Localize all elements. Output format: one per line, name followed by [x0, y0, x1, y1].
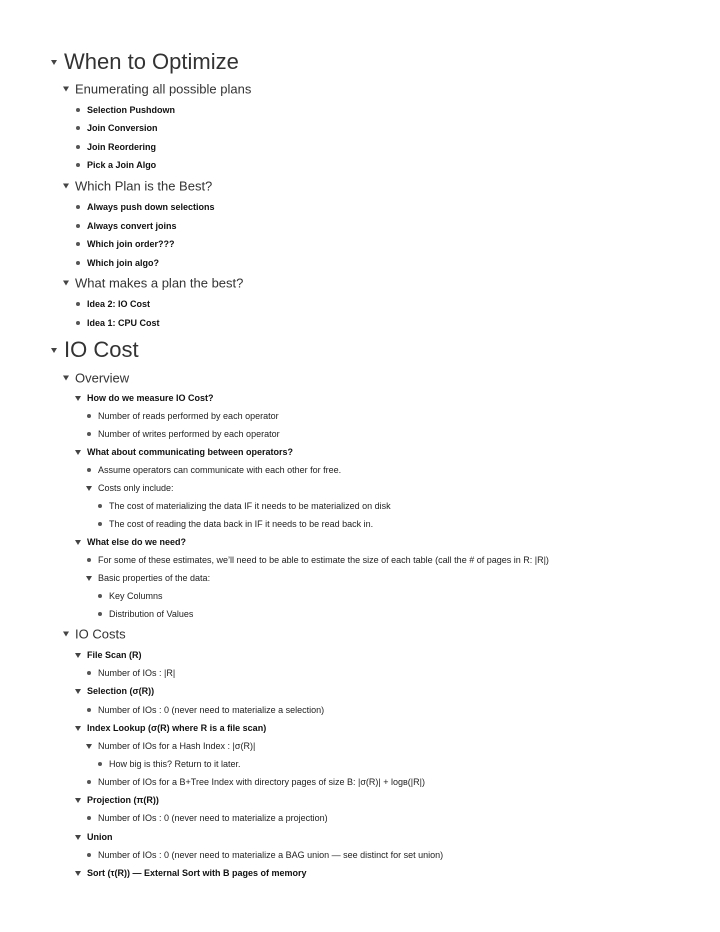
- outline-row-text: Join Reordering: [87, 142, 157, 152]
- outline-row-number-of-writes-performed-by-each-opera[interactable]: [85, 429, 280, 439]
- outline-row-number-of-ios-for-a-b-tree-index-with-di[interactable]: [85, 777, 425, 787]
- outline-row-number-of-ios-0-never-need-to-materializ[interactable]: [85, 850, 443, 860]
- outline-row-text: How big is this? Return to it later.: [109, 759, 241, 769]
- outline-row-text: Enumerating all possible plans: [75, 81, 252, 97]
- bullet-dot-icon: [85, 558, 93, 562]
- outline-row-number-of-ios-r[interactable]: [85, 668, 175, 678]
- outline-row-text: Assume operators can communicate with each other for free.: [98, 465, 342, 475]
- outline-row-pick-a-join-algo[interactable]: [74, 160, 156, 170]
- outline-row-text: File Scan (R): [87, 650, 142, 660]
- outline-row-text: Basic properties of the data:: [98, 573, 211, 583]
- outline-row-assume-operators-can-communicate-with-ea[interactable]: [85, 465, 341, 475]
- disclosure-triangle-icon[interactable]: [74, 689, 82, 694]
- bullet-dot-icon: [96, 594, 104, 598]
- outline-row-join-reordering[interactable]: [74, 142, 156, 152]
- outline-row-text: How do we measure IO Cost?: [87, 393, 214, 403]
- bullet-dot-icon: [74, 321, 82, 325]
- bullet-dot-icon: [85, 816, 93, 820]
- outline-row-text: Key Columns: [109, 591, 163, 601]
- outline-row-text: Costs only include:: [98, 483, 174, 493]
- outline-row-text: Join Conversion: [87, 123, 158, 133]
- outline-row-text: IO Costs: [75, 626, 126, 642]
- disclosure-triangle-icon[interactable]: [85, 744, 93, 749]
- outline-row-sort-r-external-sort-with-b-pages-of-mem[interactable]: [74, 868, 307, 878]
- bullet-dot-icon: [74, 205, 82, 209]
- outline-row-text: Always convert joins: [87, 221, 177, 231]
- disclosure-triangle-icon[interactable]: [85, 486, 93, 491]
- bullet-dot-icon: [74, 242, 82, 246]
- outline-row-text: Number of IOs for a Hash Index : |σ(R)|: [98, 741, 256, 751]
- disclosure-triangle-icon[interactable]: [74, 835, 82, 840]
- outline-row-always-convert-joins[interactable]: [74, 221, 177, 231]
- outline-row-text: Overview: [75, 370, 130, 386]
- bullet-dot-icon: [96, 504, 104, 508]
- outline-row-the-cost-of-materializing-the-data-if-it[interactable]: [96, 501, 391, 511]
- outline-row-io-costs[interactable]: [62, 627, 126, 642]
- outline-row-text: Number of reads performed by each operator: [98, 411, 279, 421]
- outline-row-selection-pushdown[interactable]: [74, 105, 175, 115]
- bullet-dot-icon: [96, 522, 104, 526]
- disclosure-triangle-icon[interactable]: [85, 576, 93, 581]
- bullet-dot-icon: [74, 126, 82, 130]
- bullet-dot-icon: [85, 780, 93, 784]
- outline-row-text: Union: [87, 832, 113, 842]
- outline-row-text: Selection (σ(R)): [87, 686, 155, 696]
- outline-row-text: Sort (τ(R)) — External Sort with B pages of memory: [87, 868, 307, 878]
- disclosure-triangle-icon[interactable]: [74, 653, 82, 658]
- outline-row-text: What else do we need?: [87, 537, 187, 547]
- outline-row-what-about-communicating-between-operato[interactable]: [74, 447, 293, 457]
- bullet-dot-icon: [74, 108, 82, 112]
- bullet-dot-icon: [85, 414, 93, 418]
- outline-row-index-lookup-r-where-r-is-a-file-scan[interactable]: [74, 723, 266, 733]
- bullet-dot-icon: [74, 302, 82, 306]
- outline-row-text: Number of IOs for a B+Tree Index with directory pages of size B: |σ(R)| + logʙ(|R|): [98, 777, 425, 787]
- bullet-dot-icon: [74, 261, 82, 265]
- outline-row-costs-only-include[interactable]: [85, 483, 174, 493]
- outline-row-text: Selection Pushdown: [87, 105, 176, 115]
- outline-row-for-some-of-these-estimates-we-ll-need-t[interactable]: [85, 555, 549, 565]
- disclosure-triangle-icon[interactable]: [62, 184, 70, 189]
- outline-row-text: For some of these estimates, we’ll need to be able to estimate the size of each table (call the # of pages in R: |R|): [98, 555, 549, 565]
- outline-row-text: Number of IOs : 0 (never need to materialize a selection): [98, 705, 325, 715]
- outline-row-text: The cost of materializing the data IF it needs to be materialized on disk: [109, 501, 391, 511]
- outline-row-text: Distribution of Values: [109, 609, 194, 619]
- outline-row-what-else-do-we-need[interactable]: [74, 537, 186, 547]
- outline-row-text: Number of writes performed by each operator: [98, 429, 280, 439]
- outline-row-text: Idea 2: IO Cost: [87, 299, 151, 309]
- outline-row-text: Which join order???: [87, 239, 175, 249]
- disclosure-triangle-icon[interactable]: [74, 450, 82, 455]
- outline-row-what-makes-a-plan-the-best[interactable]: [62, 276, 243, 291]
- outline-row-which-join-algo[interactable]: [74, 258, 159, 268]
- outline-row-text: Pick a Join Algo: [87, 160, 157, 170]
- outline-row-text: Which join algo?: [87, 258, 159, 268]
- outline-row-text: Number of IOs : |R|: [98, 668, 176, 678]
- outline-row-text: What about communicating between operators?: [87, 447, 294, 457]
- outline-row-key-columns[interactable]: [96, 591, 163, 601]
- disclosure-triangle-icon[interactable]: [50, 348, 58, 353]
- outline-row-text: The cost of reading the data back in IF it needs to be read back in.: [109, 519, 374, 529]
- outline-row-text: Always push down selections: [87, 202, 215, 212]
- disclosure-triangle-icon[interactable]: [62, 87, 70, 92]
- outline-row-the-cost-of-reading-the-data-back-in-if-[interactable]: [96, 519, 373, 529]
- outline-row-union[interactable]: [74, 832, 113, 842]
- bullet-dot-icon: [96, 762, 104, 766]
- outline-row-text: When to Optimize: [64, 49, 239, 74]
- outline-row-number-of-reads-performed-by-each-operat[interactable]: [85, 411, 279, 421]
- bullet-dot-icon: [85, 432, 93, 436]
- outline-row-join-conversion[interactable]: [74, 123, 158, 133]
- bullet-dot-icon: [85, 468, 93, 472]
- outline-row-distribution-of-values[interactable]: [96, 609, 193, 619]
- outline-row-text: What makes a plan the best?: [75, 275, 244, 291]
- outline-row-which-join-order[interactable]: [74, 239, 175, 249]
- outline-row-projection-r[interactable]: [74, 795, 159, 805]
- outline-row-how-do-we-measure-io-cost[interactable]: [74, 393, 214, 403]
- bullet-dot-icon: [85, 671, 93, 675]
- bullet-dot-icon: [74, 145, 82, 149]
- disclosure-triangle-icon[interactable]: [74, 798, 82, 803]
- disclosure-triangle-icon[interactable]: [74, 540, 82, 545]
- outline-row-selection-r[interactable]: [74, 686, 154, 696]
- outline-row-io-cost[interactable]: [50, 337, 139, 363]
- disclosure-triangle-icon[interactable]: [74, 396, 82, 401]
- outline-row-number-of-ios-0-never-need-to-materializ[interactable]: [85, 813, 328, 823]
- disclosure-triangle-icon[interactable]: [62, 376, 70, 381]
- outline-row-enumerating-all-possible-plans[interactable]: [62, 82, 251, 97]
- outline-row-text: Number of IOs : 0 (never need to materialize a BAG union — see distinct for set union): [98, 850, 444, 860]
- outline-row-idea-2-io-cost[interactable]: [74, 299, 150, 309]
- disclosure-triangle-icon[interactable]: [62, 281, 70, 286]
- disclosure-triangle-icon[interactable]: [62, 632, 70, 637]
- outline-row-text: Projection (π(R)): [87, 795, 159, 805]
- outline-row-text: Idea 1: CPU Cost: [87, 318, 160, 328]
- bullet-dot-icon: [74, 224, 82, 228]
- outline-row-text: IO Cost: [64, 337, 139, 362]
- outline-row-which-plan-is-the-best[interactable]: [62, 179, 212, 194]
- bullet-dot-icon: [96, 612, 104, 616]
- bullet-dot-icon: [85, 853, 93, 857]
- disclosure-triangle-icon[interactable]: [74, 871, 82, 876]
- outline-row-number-of-ios-0-never-need-to-materializ[interactable]: [85, 705, 324, 715]
- outline-row-how-big-is-this-return-to-it-later[interactable]: [96, 759, 241, 769]
- bullet-dot-icon: [85, 708, 93, 712]
- outline-row-idea-1-cpu-cost[interactable]: [74, 318, 160, 328]
- outline-row-basic-properties-of-the-data[interactable]: [85, 573, 210, 583]
- outline-row-when-to-optimize[interactable]: [50, 49, 239, 75]
- outline-row-file-scan-r[interactable]: [74, 650, 142, 660]
- bullet-dot-icon: [74, 163, 82, 167]
- outline-row-text: Index Lookup (σ(R) where R is a file scan): [87, 723, 267, 733]
- disclosure-triangle-icon[interactable]: [50, 60, 58, 65]
- outline-row-always-push-down-selections[interactable]: [74, 202, 215, 212]
- outline-row-text: Which Plan is the Best?: [75, 178, 213, 194]
- outline-row-text: Number of IOs : 0 (never need to materialize a projection): [98, 813, 328, 823]
- outline-row-overview[interactable]: [62, 371, 129, 386]
- outline-row-number-of-ios-for-a-hash-index-r[interactable]: [85, 741, 255, 751]
- disclosure-triangle-icon[interactable]: [74, 726, 82, 731]
